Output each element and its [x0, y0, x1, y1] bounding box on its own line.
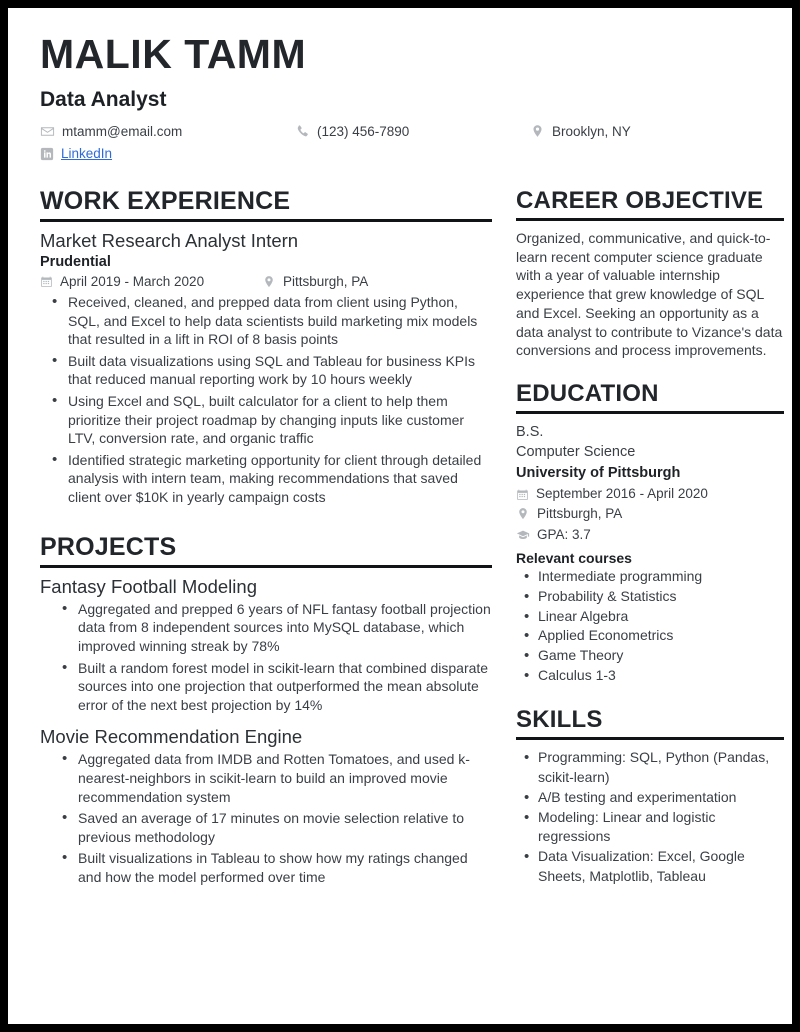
list-item: • Saved an average of 17 minutes on movie selection relative to previous methodology [54, 809, 492, 846]
job-entry [40, 230, 492, 507]
section-divider [40, 565, 492, 568]
skills-list [518, 748, 784, 887]
phone-text: (123) 456-7890 [317, 124, 410, 139]
education-gpa-text: GPA: 3.7 [537, 526, 591, 542]
section-projects [40, 533, 492, 887]
list-item: • Received, cleaned, and prepped data from client using Python, SQL, and Excel to help data scientists build marketing mix models that resulted in a lift in ROI of 8 basis points [44, 293, 492, 349]
list-item: • Modeling: Linear and logistic regressions [518, 808, 784, 848]
graduation-cap-icon [516, 528, 530, 542]
list-item: • Programming: SQL, Python (Pandas, scikit-learn) [518, 748, 784, 788]
relevant-courses-list [518, 567, 784, 686]
resume-header [40, 31, 764, 161]
phone-icon [295, 124, 310, 139]
project-bullets [54, 750, 492, 886]
work-experience-heading: WORK EXPERIENCE [40, 187, 291, 215]
job-meta [40, 274, 492, 289]
email-text: mtamm@email.com [62, 124, 183, 139]
education-dates [516, 484, 784, 504]
education-gpa [516, 525, 784, 545]
list-item: • Identified strategic marketing opportunity for client through detailed analysis with intern team, making recommendations that saved client over $10K in yearly campaign costs [44, 451, 492, 507]
job-company: Prudential [40, 254, 111, 270]
education-school: University of Pittsburgh [516, 465, 681, 482]
calendar-icon [40, 275, 53, 288]
projects-heading: PROJECTS [40, 532, 177, 561]
job-location-text: Pittsburgh, PA [283, 274, 369, 289]
education-major: Computer Science [516, 444, 636, 461]
job-dates [40, 274, 262, 289]
education-location [516, 504, 784, 524]
list-item: • Aggregated data from IMDB and Rotten Tomatoes, and used k-nearest-neighbors in scikit-learn to build an improved movie recommendation system [54, 750, 492, 806]
linkedin-icon [40, 147, 54, 161]
section-divider [40, 219, 492, 222]
candidate-job-title: Data Analyst [40, 88, 167, 111]
calendar-icon [516, 488, 529, 501]
contact-linkedin[interactable] [40, 146, 295, 161]
education-location-text: Pittsburgh, PA [537, 506, 623, 522]
contact-email[interactable] [40, 124, 295, 139]
left-column [40, 187, 492, 899]
location-text: Brooklyn, NY [552, 124, 631, 139]
project-entry [40, 576, 492, 715]
contact-info [40, 124, 764, 161]
location-pin-icon [516, 507, 530, 521]
list-item: • Linear Algebra [518, 607, 784, 627]
list-item: • Game Theory [518, 646, 784, 666]
project-name: Movie Recommendation Engine [40, 726, 303, 748]
list-item: • A/B testing and experimentation [518, 788, 784, 808]
project-name: Fantasy Football Modeling [40, 575, 257, 597]
list-item: • Built a random forest model in scikit-learn that combined disparate sources into one projection that outperformed the mean absolute error of the next best projection by 14% [54, 659, 492, 715]
list-item: • Probability & Statistics [518, 587, 784, 607]
list-item: • Using Excel and SQL, built calculator for a client to help them prioritize their project roadmap by changing inputs like customer LTV, conversion rate, and organic traffic [44, 392, 492, 448]
section-divider [516, 411, 784, 414]
job-location [262, 274, 368, 289]
skills-heading: SKILLS [516, 706, 603, 734]
list-item: • Intermediate programming [518, 567, 784, 587]
education-dates-text: September 2016 - April 2020 [536, 486, 708, 502]
contact-phone[interactable] [295, 124, 530, 139]
list-item: • Data Visualization: Excel, Google Sheets, Matplotlib, Tableau [518, 847, 784, 887]
job-dates-text: April 2019 - March 2020 [60, 274, 205, 289]
project-bullets [54, 600, 492, 715]
project-entry [40, 726, 492, 886]
education-heading: EDUCATION [516, 380, 659, 408]
education-degree: B.S. [516, 423, 544, 440]
list-item: • Applied Econometrics [518, 626, 784, 646]
section-career-objective [516, 187, 784, 360]
list-item: • Built visualizations in Tableau to show how my ratings changed and how the model performed over time [54, 849, 492, 886]
contact-location [530, 124, 764, 139]
candidate-name: MALIK TAMM [40, 31, 307, 77]
list-item: • Built data visualizations using SQL and Tableau for business KPIs that reduced manual reporting work by 10 hours weekly [44, 352, 492, 389]
linkedin-link[interactable]: LinkedIn [61, 146, 113, 161]
right-column [516, 187, 784, 899]
list-item: • Calculus 1-3 [518, 666, 784, 686]
resume-page [8, 8, 792, 1024]
section-education [516, 380, 784, 686]
list-item: • Aggregated and prepped 6 years of NFL fantasy football projection data from 8 independent sources into MySQL database, which improved winning streak by 78% [54, 600, 492, 656]
career-objective-heading: CAREER OBJECTIVE [516, 187, 764, 214]
job-role: Market Research Analyst Intern [40, 230, 299, 251]
section-divider [516, 218, 784, 221]
location-pin-icon [530, 124, 545, 139]
envelope-icon [40, 124, 55, 139]
section-work-experience [40, 187, 492, 507]
career-objective-text: Organized, communicative, and quick-to-learn recent computer science graduate with a year of valuable internship experience that grew knowledge of SQL and Excel. Seeking an opportunity as a data analyst to contribute to Vizance's data conversions and process improvements. [516, 229, 783, 359]
relevant-courses-label: Relevant courses [516, 549, 632, 566]
section-skills [516, 706, 784, 887]
location-pin-icon [262, 275, 276, 289]
job-bullets [44, 293, 492, 507]
section-divider [516, 737, 784, 740]
